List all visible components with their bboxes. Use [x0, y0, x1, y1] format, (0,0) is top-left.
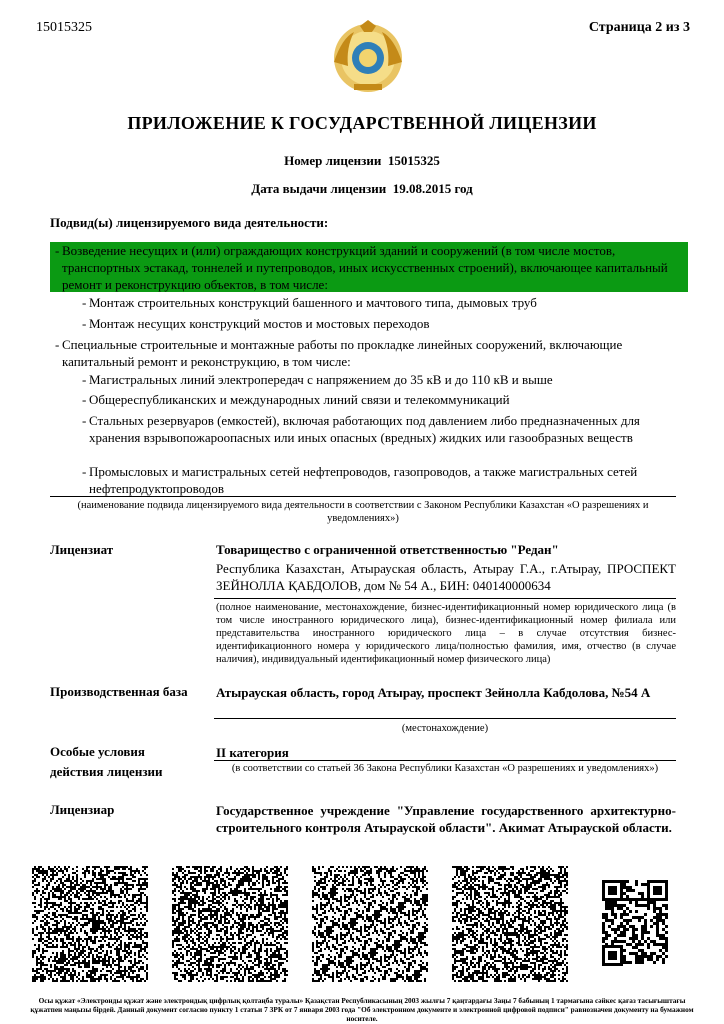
activities-heading: Подвид(ы) лицензируемого вида деятельности: — [50, 215, 329, 230]
qr-code-4 — [452, 866, 568, 982]
special-conditions-note: (в соответствии со статьей 36 Закона Республики Казахстан «О разрешениях и уведомлениях») — [231, 763, 659, 774]
activity-subitem: - Стальных резервуаров (емкостей), включая работающих под давлением либо предназначенных для хранения взрывопожароопасных или иных опасных (вредных) жидких или газообразных веществ — [82, 413, 640, 445]
production-base-label: Производственная база — [50, 684, 188, 699]
production-base-note: (местонахождение) — [401, 723, 489, 734]
license-date: 19.08.2015 год — [392, 181, 473, 196]
license-date-label: Дата выдачи лицензии — [251, 181, 387, 196]
special-conditions-label: Особые условия действия лицензии — [50, 744, 163, 779]
license-date-line — [0, 181, 724, 197]
licensor-value: Государственное учреждение "Управление государственного архитектурно-строительного контроля Атырауской области". Акимат Атырауской области. — [216, 803, 676, 835]
licensee-address: Республика Казахстан, Атырауская область, Атырау Г.А., г.Атырау, ПРОСПЕКТ ЗЕЙНОЛЛА ҚАБДОЛОВ, дом № 54 А., БИН: 040140000634 — [216, 561, 676, 593]
activities-note: (наименование подвида лицензируемого вида деятельности в соответствии с Законом Республики Казахстан «О разрешениях и уведомлениях») — [77, 500, 649, 524]
qr-code-5 — [602, 880, 668, 966]
divider — [214, 718, 676, 719]
license-number-label: Номер лицензии — [284, 153, 382, 168]
licensee-label: Лицензиат — [50, 542, 114, 557]
qr-code-3 — [312, 866, 428, 982]
divider — [214, 760, 676, 761]
activity-subitem: - Промысловых и магистральных сетей нефтепроводов, газопроводов, а также магистральных сетей нефтепродуктопроводов — [82, 464, 638, 496]
licensor-label: Лицензиар — [50, 802, 115, 817]
licensee-note: (полное наименование, местонахождение, бизнес-идентификационный номер юридического лица (в том числе иностранного юридического лица), бизнес-идентификационный номер филиала или представительства иностранного юридического лица – в случае отсутствия бизнес-идентификационного номера у юридического лица/полностью фамилия, имя, отчество (в случае наличия), индивидуальный идентификационный номер физического лица) — [216, 602, 676, 665]
page-number: Страница 2 из 3 — [588, 20, 690, 35]
license-number: 15015325 — [387, 153, 440, 168]
special-conditions-value: II категория — [216, 745, 289, 760]
qr-code-2 — [172, 866, 288, 982]
licensee-name: Товарищество с ограниченной ответственностью "Редан" — [216, 542, 559, 557]
legal-footer: Осы құжат «Электронды құжат және электрондық цифрлық қолтаңба туралы» Қазақстан Республикасының 2003 жылғы 7 қаңтардағы Заңы 7 бабының 1 тармағына сәйкес қағаз тасығыштағы құжатпен маңызы бірдей. Данный документ согласно пункту 1 статьи 7 ЗРК от 7 января 2003 года "Об электронном документе и электронной цифровой подписи" равнозначен документу на бумажном носителе. — [30, 996, 694, 1023]
divider — [50, 496, 676, 497]
state-emblem-icon — [330, 18, 406, 94]
activity-subitem: - Монтаж строительных конструкций башенного и мачтового типа, дымовых труб — [82, 295, 537, 310]
activity-item: - Возведение несущих и (или) ограждающих конструкций зданий и сооружений (в том числе мостов, транспортных эстакад, тоннелей и путепроводов, иных искусственных строений), включающее капитальный ремонт и реконструкцию объектов, в том числе: — [55, 243, 668, 292]
activity-subitem: - Магистральных линий электропередач с напряжением до 35 кВ и до 110 кВ и выше — [82, 372, 553, 387]
production-base-value: Атырауская область, город Атырау, проспект Зейнолла Кабдолова, №54 А — [216, 685, 651, 700]
qr-code-1 — [32, 866, 148, 982]
document-number: 15015325 — [36, 20, 92, 35]
activity-subitem: - Общереспубликанских и международных линий связи и телекоммуникаций — [82, 392, 510, 407]
divider — [214, 598, 676, 599]
activity-item: - Специальные строительные и монтажные работы по прокладке линейных сооружений, включающие капитальный ремонт и реконструкцию, в том числе: — [55, 337, 623, 369]
license-number-line — [0, 153, 724, 169]
activity-subitem: - Монтаж несущих конструкций мостов и мостовых переходов — [82, 316, 430, 331]
page-title: ПРИЛОЖЕНИЕ К ГОСУДАРСТВЕННОЙ ЛИЦЕНЗИИ — [127, 113, 597, 133]
